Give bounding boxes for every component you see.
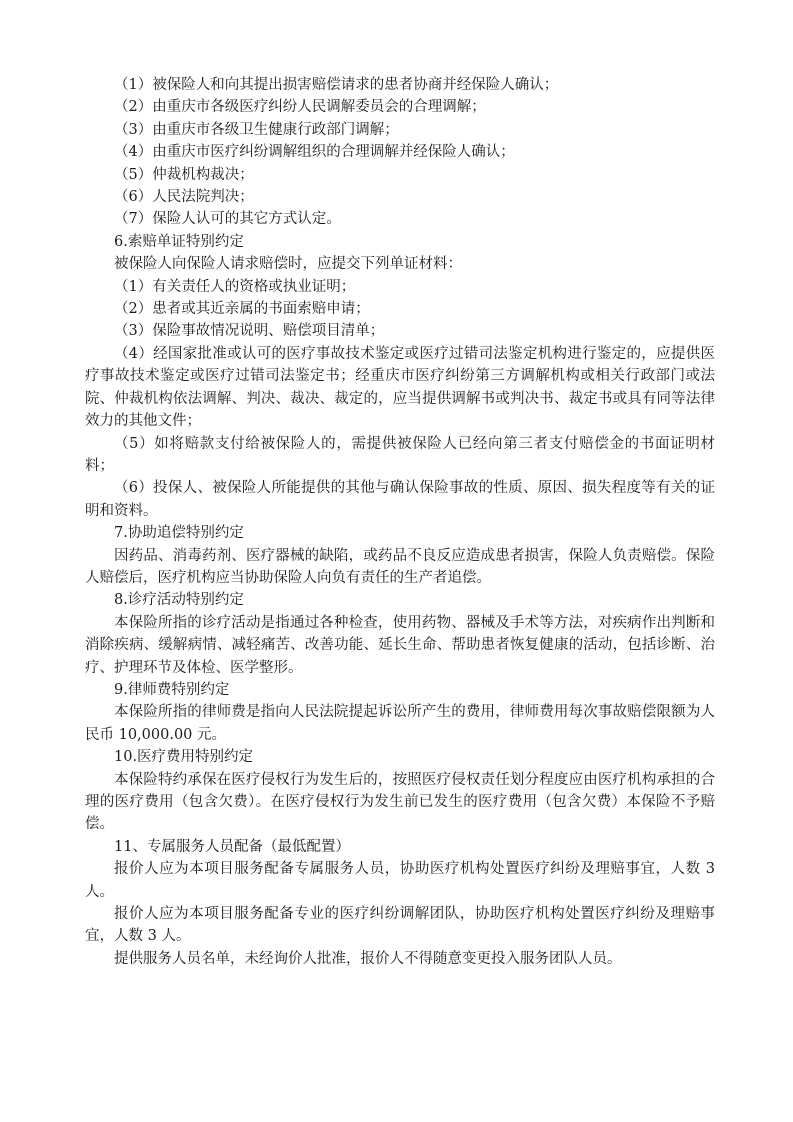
paragraph-21: 提供服务人员名单，未经询价人批准，报价人不得随意变更投入服务团队人员。 bbox=[114, 950, 622, 967]
section-heading-8: 8.诊疗活动特别约定 bbox=[114, 592, 244, 609]
paragraph-15: 因药品、消毒药剂、医疗器械的缺陷，或药品不良反应造成患者损害，保险人负责赔偿。保险人赔偿后，医疗机构应当协助保险人向负有责任的生产者追偿。 bbox=[85, 547, 715, 586]
paragraph-11: （3）保险事故情况说明、赔偿项目清单； bbox=[114, 323, 385, 340]
section-heading-11: 11、专属服务人员配备（最低配置） bbox=[114, 838, 350, 855]
section-heading-10: 10.医疗费用特别约定 bbox=[114, 749, 254, 766]
paragraph-5: （5）仲裁机构裁决； bbox=[114, 166, 254, 183]
paragraph-12: （4）经国家批准或认可的医疗事故技术鉴定或医疗过错司法鉴定机构进行鉴定的，应提供医疗事故技术鉴定或医疗过错司法鉴定书；经重庆市医疗纠纷第三方调解机构或相关行政部门或法院、仲裁机构依法调解、判决、裁决、裁定的，应当提供调解书或判决书、裁定书或具有同等法律效力的其他文件； bbox=[85, 345, 715, 430]
paragraph-9: （1）有关责任人的资格或执业证明； bbox=[114, 278, 356, 295]
paragraph-13: （5）如将赔款支付给被保险人的，需提供被保险人已经向第三者支付赔偿金的书面证明材料； bbox=[85, 435, 715, 474]
paragraph-14: （6）投保人、被保险人所能提供的其他与确认保险事故的性质、原因、损失程度等有关的证明和资料。 bbox=[85, 480, 715, 519]
paragraph-16: 本保险所指的诊疗活动是指通过各种检查，使用药物、器械及手术等方法，对疾病作出判断和消除疾病、缓解病情、减轻痛苦、改善功能、延长生命、帮助患者恢复健康的活动，包括诊断、治疗、护理环节及体检、医学整形。 bbox=[85, 614, 715, 676]
paragraph-3: （3）由重庆市各级卫生健康行政部门调解； bbox=[114, 121, 399, 138]
section-heading-9: 9.律师费特别约定 bbox=[114, 681, 230, 698]
document-body bbox=[85, 74, 715, 970]
section-heading-6: 6.索赔单证特别约定 bbox=[114, 233, 244, 250]
paragraph-2: （2）由重庆市各级医疗纠纷人民调解委员会的合理调解； bbox=[114, 99, 486, 116]
paragraph-1: （1）被保险人和向其提出损害赔偿请求的患者协商并经保险人确认； bbox=[114, 77, 559, 93]
paragraph-6: （6）人民法院判决； bbox=[114, 189, 254, 206]
paragraph-20: 报价人应为本项目服务配备专业的医疗纠纷调解团队，协助医疗机构处置医疗纠纷及理赔事宜，人数 3 人。 bbox=[85, 906, 715, 945]
paragraph-10: （2）患者或其近亲属的书面索赔申请； bbox=[114, 301, 370, 318]
paragraph-8: 被保险人向保险人请求赔偿时，应提交下列单证材料： bbox=[114, 256, 462, 273]
paragraph-19: 报价人应为本项目服务配备专属服务人员，协助医疗机构处置医疗纠纷及理赔事宜，人数 3 人。 bbox=[85, 861, 715, 900]
paragraph-7: （7）保险人认可的其它方式认定。 bbox=[114, 211, 341, 228]
paragraph-18: 本保险特约承保在医疗侵权行为发生后的，按照医疗侵权责任划分程度应由医疗机构承担的合理的医疗费用（包含欠费）。在医疗侵权行为发生前已发生的医疗费用（包含欠费）本保险不予赔偿。 bbox=[85, 771, 715, 833]
section-heading-7: 7.协助追偿特别约定 bbox=[114, 525, 244, 542]
paragraph-4: （4）由重庆市医疗纠纷调解组织的合理调解并经保险人确认； bbox=[114, 144, 515, 161]
paragraph-17: 本保险所指的律师费是指向人民法院提起诉讼所产生的费用，律师费用每次事故赔偿限额为人民币 10,000.00 元。 bbox=[85, 704, 715, 743]
